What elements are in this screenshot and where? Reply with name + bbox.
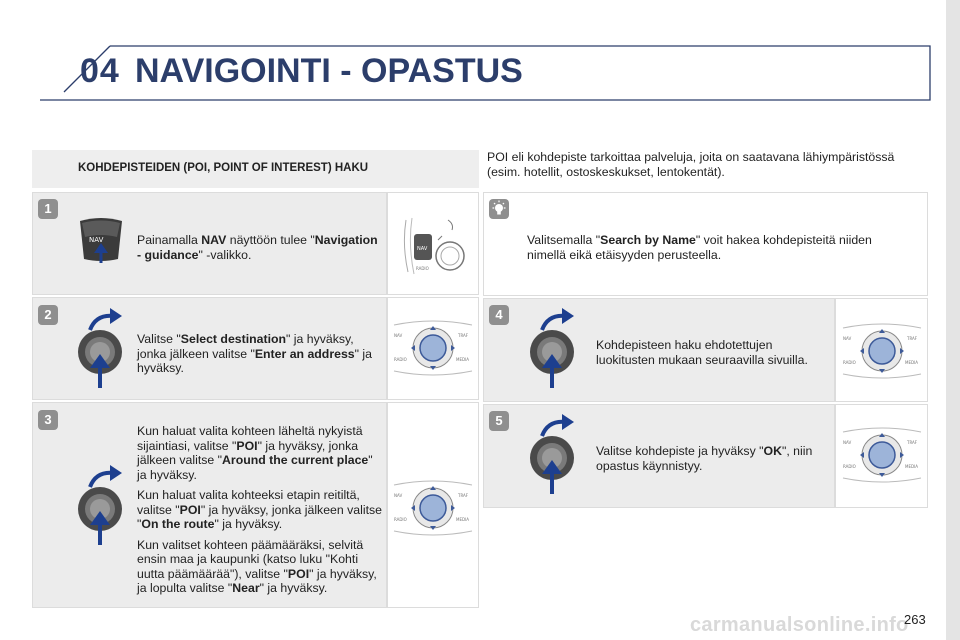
control-label-radio: RADIO xyxy=(843,464,856,469)
nav-button-icon xyxy=(76,213,126,263)
chapter-number: 04 xyxy=(80,52,120,90)
step-2-text: Valitse "Select destination" ja hyväksy, jonka jälkeen valitse "Enter an address" ja hyväksy. xyxy=(137,332,372,375)
tip-text: Valitsemalla "Search by Name" voit hakea kohdepisteitä niiden nimellä eikä etäisyyden perusteella. xyxy=(527,233,872,262)
control-panel-illustration-4 xyxy=(839,318,925,384)
step-1-badge: 1 xyxy=(38,199,58,219)
control-label-radio: RADIO xyxy=(843,360,856,365)
section-header xyxy=(32,150,479,188)
control-label-traf: TRAF xyxy=(907,440,918,445)
watermark: carmanualsonline.info xyxy=(690,614,909,636)
step-5-text: Valitse kohdepiste ja hyväksy "OK", niin opastus käynnistyy. xyxy=(596,444,813,473)
step-5-badge: 5 xyxy=(489,411,509,431)
page-number: 263 xyxy=(904,612,926,627)
step-4-text: Kohdepisteen haku ehdotettujen luokitusten mukaan seuraavilla sivuilla. xyxy=(596,338,808,367)
rotary-knob-press-icon xyxy=(522,414,592,494)
lightbulb-icon xyxy=(489,199,509,219)
step-2-badge: 2 xyxy=(38,305,58,325)
control-label-nav: NAV xyxy=(843,440,852,445)
step-1-text: Painamalla NAV näyttöön tulee "Navigation - guidance" -valikko. xyxy=(137,233,378,262)
section-title: KOHDEPISTEIDEN (POI, POINT OF INTEREST) HAKU xyxy=(78,162,369,174)
rotary-knob-press-icon xyxy=(70,465,140,545)
radio-key-label: RADIO xyxy=(416,266,429,271)
step-3-paragraph-3: Kun valitset kohteen päämääräksi, selvitä ensin maa ja kaupunki (katso luku "Kohti uutta päämäärää"), valitse "POI" ja hyväksy, ja lopulta valitse "Near" ja hyväksy. xyxy=(137,537,377,595)
control-label-nav: NAV xyxy=(394,493,403,498)
control-panel-illustration-2 xyxy=(390,315,476,381)
control-panel-illustration-3 xyxy=(390,475,476,541)
control-label-radio: RADIO xyxy=(394,517,407,522)
step-4-badge: 4 xyxy=(489,305,509,325)
chapter-title: NAVIGOINTI - OPASTUS xyxy=(135,52,523,90)
control-label-media: MEDIA xyxy=(456,517,469,522)
step-3-paragraph-2: Kun haluat valita kohteeksi etapin reitiltä, valitse "POI" ja hyväksy, jonka jälkeen valitse "On the route" ja hyväksy. xyxy=(137,488,382,531)
control-label-media: MEDIA xyxy=(456,357,469,362)
nav-key-label: NAV xyxy=(417,246,428,252)
page-edge-strip xyxy=(946,0,960,640)
step-3-paragraph-1: Kun haluat valita kohteen läheltä nykyistä sijaintiasi, valitse "POI" ja hyväksy, jonka jälkeen valitse "Around the current place" ja hyväksy. xyxy=(137,424,373,482)
control-label-traf: TRAF xyxy=(458,333,469,338)
control-label-nav: NAV xyxy=(394,333,403,338)
control-label-traf: TRAF xyxy=(458,493,469,498)
step-3-badge: 3 xyxy=(38,410,58,430)
nav-button-label: NAV xyxy=(89,236,104,244)
control-label-nav: NAV xyxy=(843,336,852,341)
radio-unit-nav-illustration xyxy=(398,210,470,280)
control-label-media: MEDIA xyxy=(905,360,918,365)
control-label-media: MEDIA xyxy=(905,464,918,469)
control-label-radio: RADIO xyxy=(394,357,407,362)
rotary-knob-press-icon xyxy=(522,308,592,388)
intro-text: POI eli kohdepiste tarkoittaa palveluja, joita on saatavana lähiympäristössä (esim. hotellit, ostoskeskukset, lentokentät). xyxy=(487,150,895,179)
control-panel-illustration-5 xyxy=(839,422,925,488)
step-3-text xyxy=(137,424,382,602)
rotary-knob-press-icon xyxy=(70,308,140,388)
tip-lightbulb-badge xyxy=(489,199,509,219)
control-label-traf: TRAF xyxy=(907,336,918,341)
